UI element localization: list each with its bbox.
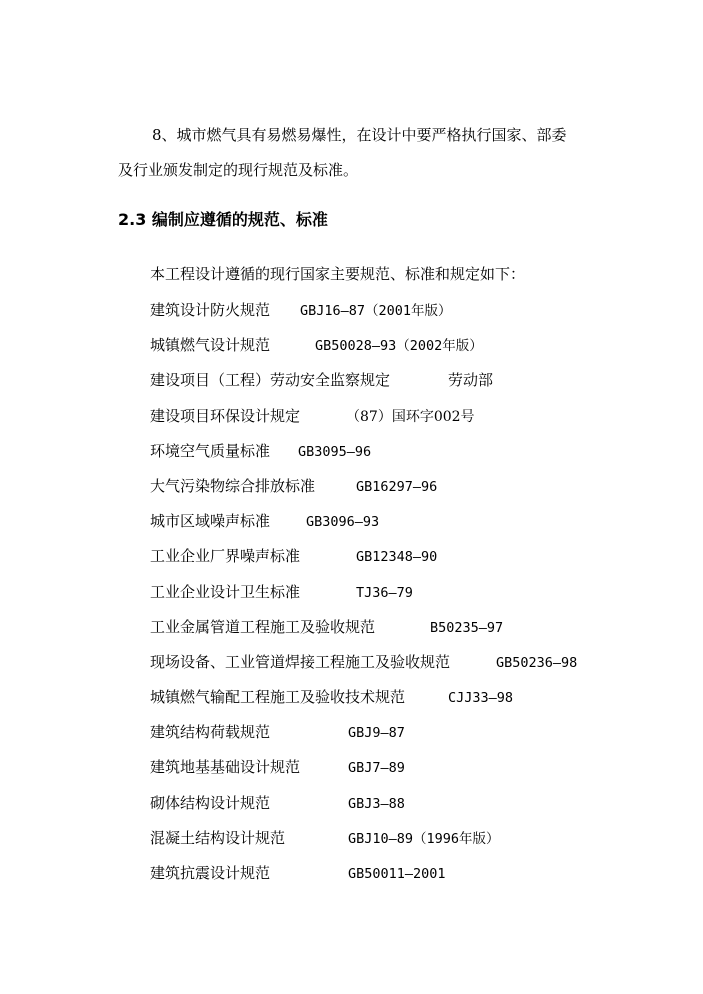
standard-row	[150, 789, 577, 824]
standard-row	[150, 578, 577, 613]
standard-name: 城镇燃气输配工程施工及验收技术规范	[150, 688, 406, 707]
standard-row	[150, 648, 577, 683]
standard-code: GBJ10—89（1996年版）	[348, 830, 500, 847]
standard-row	[150, 507, 577, 542]
standard-code: GB3096—93	[306, 514, 380, 531]
paragraph-item-8	[118, 118, 618, 188]
standard-name: 工业金属管道工程施工及验收规范	[150, 617, 376, 636]
section-heading: 2.3 编制应遵循的规范、标准	[118, 210, 328, 229]
standard-name: 城市区域噪声标准	[150, 512, 271, 531]
standard-row	[150, 542, 577, 577]
standard-code: GB50028—93（2002年版）	[315, 338, 483, 355]
standards-list	[150, 296, 577, 894]
standard-row	[150, 331, 577, 366]
standard-row	[150, 683, 577, 718]
standard-code: B50235—97	[430, 619, 504, 636]
standard-name: 工业企业设计卫生标准	[150, 582, 301, 601]
standard-name: 建筑抗震设计规范	[150, 864, 271, 882]
standard-name: 建设项目（工程）劳动安全监察规定	[150, 371, 391, 390]
standard-code: 劳动部	[448, 371, 494, 390]
standard-name: 混凝土结构设计规范	[150, 828, 286, 847]
standard-row	[150, 613, 577, 648]
standard-name: 建设项目环保设计规定	[150, 406, 301, 425]
standard-row	[150, 402, 577, 437]
standard-code: CJJ33—98	[448, 690, 514, 707]
standard-name: 工业企业厂界噪声标准	[150, 547, 301, 566]
standard-name: 建筑地基基础设计规范	[150, 758, 301, 777]
standard-code: GB3095—96	[298, 443, 372, 460]
standard-row	[150, 437, 577, 472]
paragraph-8-line-2: 及行业颁发制定的现行规范及标准。	[118, 161, 359, 179]
standard-row	[150, 366, 577, 401]
standard-code: GB16297—96	[356, 478, 438, 495]
standard-name: 砌体结构设计规范	[150, 793, 271, 812]
standard-row	[150, 753, 577, 788]
standard-name: 建筑设计防火规范	[150, 301, 271, 319]
standard-name: 现场设备、工业管道焊接工程施工及验收规范	[150, 652, 451, 671]
standard-code: GBJ9—87	[348, 725, 405, 742]
standard-row	[150, 718, 577, 753]
standard-code: GB12348—90	[356, 549, 438, 566]
standard-name: 环境空气质量标准	[150, 441, 271, 460]
standard-code: TJ36—79	[356, 584, 413, 601]
standard-code: GBJ16—87（2001年版）	[300, 303, 452, 319]
paragraph-8-line-1: 8、城市燃气具有易燃易爆性，在设计中要严格执行国家、部委	[152, 126, 567, 144]
standard-row	[150, 472, 577, 507]
standard-row	[150, 859, 577, 894]
standard-name: 城镇燃气设计规范	[150, 336, 271, 355]
standard-name: 大气污染物综合排放标准	[150, 476, 316, 495]
standard-code: GB50011—2001	[348, 866, 446, 882]
standard-code: GBJ7—89	[348, 760, 405, 777]
section-intro: 本工程设计遵循的现行国家主要规范、标准和规定如下：	[150, 265, 526, 283]
standard-row	[150, 824, 577, 859]
standard-code: GB50236—98	[496, 654, 578, 671]
standard-row	[150, 296, 577, 331]
standard-code: （87）国环字002号	[346, 408, 475, 425]
standard-code: GBJ3—88	[348, 795, 405, 812]
standard-name: 建筑结构荷载规范	[150, 723, 271, 742]
